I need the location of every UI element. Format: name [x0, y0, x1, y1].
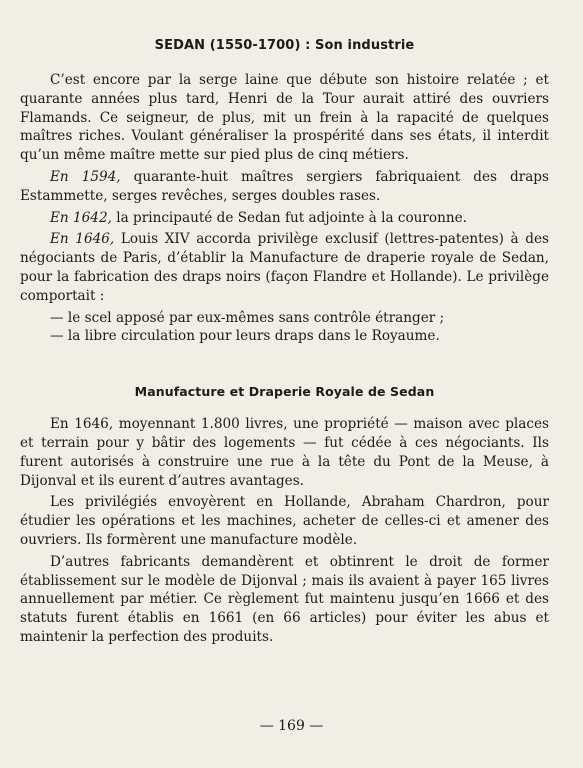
paragraph-privilegies: Les privilégiés envoyèrent en Hollande, Abraham Chardron, pour étudier les opérations et les machines, acheter de celles-ci et amener des ouvriers. Ils formèrent une manufacture modèle.: [20, 494, 549, 548]
paragraph-serge-laine: C’est encore par la serge laine que débute son histoire relatée ; et quarante années plus tard, Henri de la Tour aurait attiré des ouvriers Flamands. Ce seigneur, de plus, mit un frein à la rapacité de quelques maîtres riches. Voulant généraliser la prospérité dans ses états, il interdit qu’un même maître mette sur pied plus de cinq métiers.: [20, 72, 549, 164]
date-1594: En 1594,: [50, 168, 121, 185]
paragraph-1646-propriete: En 1646, moyennant 1.800 livres, une propriété — maison avec places et terrain pour y bâtir des logements — fut cédée à ces négociants. Ils furent autorisés à construire une rue à la tête du Pont de la Meuse, à Dijonval et ils eurent d’autres avantages.: [20, 416, 549, 489]
privilege-list-item: — le scel apposé par eux-mêmes sans contrôle étranger ;: [20, 309, 549, 328]
paragraph-1646-text: Louis XIV accorda privilège exclusif (lettres-patentes) à des négociants de Paris, d’établir la Manufacture de draperie royale de Sedan, pour la fabrication des draps noirs (façon Flandre et Hollande). Le privilège comportait :: [20, 231, 549, 304]
date-1646: En 1646,: [50, 231, 115, 248]
privilege-list: [20, 309, 549, 347]
paragraph-1642-text: la principauté de Sedan fut adjointe à la couronne.: [111, 209, 467, 226]
paragraph-1642: [20, 209, 549, 228]
paragraph-1646: [20, 230, 549, 305]
privilege-list-item: — la libre circulation pour leurs draps dans le Royaume.: [20, 327, 549, 346]
section-title-manufacture: Manufacture et Draperie Royale de Sedan: [134, 384, 435, 400]
section-title-sedan-industrie: SEDAN (1550-1700) : Son industrie: [154, 38, 415, 53]
paragraph-1594: [20, 168, 549, 206]
date-1642: En 1642,: [50, 209, 112, 226]
paragraph-1594-text: quarante-huit maîtres sergiers fabriquaient des draps Estammette, serges revêches, serges doubles rases.: [20, 168, 549, 204]
paragraph-autres-fabricants: D’autres fabricants demandèrent et obtinrent le droit de former établissement sur le modèle de Dijonval ; mais ils avaient à payer 165 livres annuellement par métier. Ce règlement fut maintenu jusqu’en 1666 et des statuts furent établis en 1661 (en 66 articles) pour éviter les abus et maintenir la perfection des produits.: [20, 553, 549, 645]
page-number: — 169 —: [259, 718, 324, 734]
